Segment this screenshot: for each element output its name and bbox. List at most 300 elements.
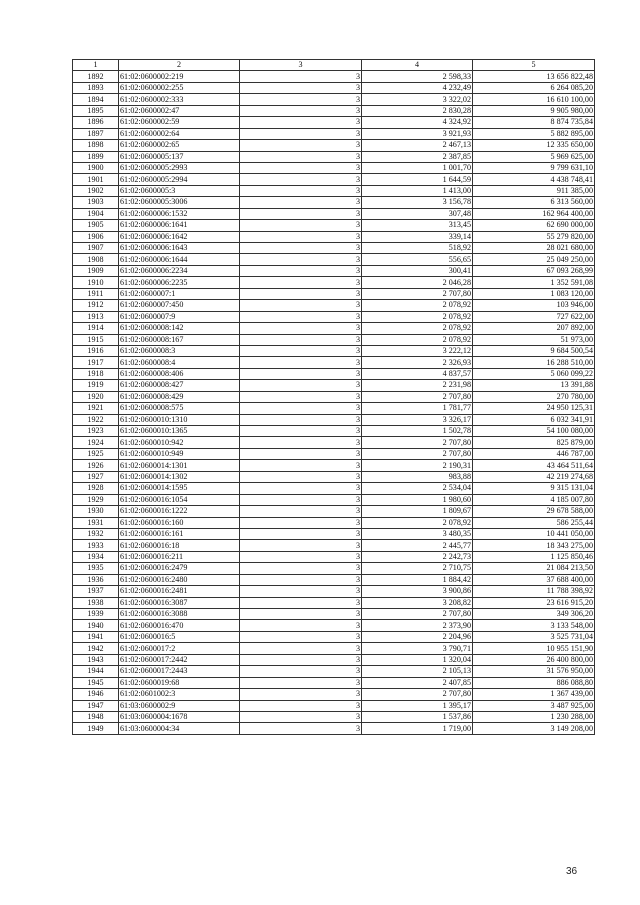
area-cell: 2 204,96 [362,631,473,642]
value-cell: 26 400 800,00 [473,654,595,665]
area-cell: 2 598,33 [362,71,473,82]
area-cell: 2 707,80 [362,689,473,700]
cadastral-number-cell: 61:02:0600010:949 [119,448,240,459]
cadastral-number-cell: 61:02:0600006:1532 [119,208,240,219]
value-cell: 3 149 208,00 [473,723,595,734]
table-row [73,288,595,299]
value-cell: 103 946,00 [473,300,595,311]
cadastral-number-cell: 61:02:0600002:65 [119,140,240,151]
cadastral-number-cell: 61:02:0600002:255 [119,82,240,93]
row-number-cell: 1938 [73,597,119,608]
area-cell: 2 242,73 [362,551,473,562]
area-cell: 1 719,00 [362,723,473,734]
area-cell: 1 320,04 [362,654,473,665]
category-cell: 3 [240,311,362,322]
value-cell: 3 487 925,00 [473,700,595,711]
area-cell: 2 830,28 [362,105,473,116]
row-number-cell: 1924 [73,437,119,448]
row-number-cell: 1894 [73,94,119,105]
category-cell: 3 [240,426,362,437]
cadastral-number-cell: 61:02:0600010:1310 [119,414,240,425]
area-cell: 2 707,80 [362,437,473,448]
value-cell: 23 616 915,20 [473,597,595,608]
table-row [73,300,595,311]
table-row [73,334,595,345]
category-cell: 3 [240,140,362,151]
row-number-cell: 1931 [73,517,119,528]
value-cell: 21 084 213,50 [473,563,595,574]
area-cell: 2 707,80 [362,391,473,402]
table-row [73,597,595,608]
row-number-cell: 1906 [73,231,119,242]
page-number: 36 [566,866,578,877]
cadastral-number-cell: 61:02:0600016:470 [119,620,240,631]
area-cell: 2 046,28 [362,277,473,288]
table-row [73,254,595,265]
area-cell: 2 231,98 [362,380,473,391]
row-number-cell: 1927 [73,471,119,482]
category-cell: 3 [240,128,362,139]
table-row [73,414,595,425]
area-cell: 2 190,31 [362,460,473,471]
value-cell: 42 219 274,68 [473,471,595,482]
table-row [73,311,595,322]
area-cell: 2 710,75 [362,563,473,574]
table-row [73,460,595,471]
area-cell: 3 326,17 [362,414,473,425]
row-number-cell: 1910 [73,277,119,288]
table-row [73,220,595,231]
value-cell: 12 335 650,00 [473,140,595,151]
category-cell: 3 [240,208,362,219]
area-cell: 518,92 [362,243,473,254]
table-row [73,666,595,677]
category-cell: 3 [240,162,362,173]
area-cell: 4 324,92 [362,117,473,128]
table-row [73,277,595,288]
category-cell: 3 [240,277,362,288]
category-cell: 3 [240,677,362,688]
category-cell: 3 [240,471,362,482]
table-row [73,82,595,93]
area-cell: 300,41 [362,265,473,276]
column-header: 5 [473,60,595,71]
area-cell: 4 837,57 [362,368,473,379]
table-row [73,94,595,105]
category-cell: 3 [240,654,362,665]
cadastral-number-cell: 61:02:0600016:161 [119,528,240,539]
table-row [73,437,595,448]
row-number-cell: 1923 [73,426,119,437]
row-number-cell: 1915 [73,334,119,345]
area-cell: 2 387,85 [362,151,473,162]
category-cell: 3 [240,586,362,597]
value-cell: 1 083 120,00 [473,288,595,299]
row-number-cell: 1934 [73,551,119,562]
area-cell: 2 078,92 [362,300,473,311]
cadastral-number-cell: 61:02:0600002:59 [119,117,240,128]
area-cell: 2 534,04 [362,483,473,494]
area-cell: 1 537,86 [362,711,473,722]
category-cell: 3 [240,357,362,368]
value-cell: 13 391,88 [473,380,595,391]
cadastral-number-cell: 61:02:0600008:427 [119,380,240,391]
value-cell: 9 799 631,10 [473,162,595,173]
value-cell: 18 343 275,00 [473,540,595,551]
area-cell: 2 078,92 [362,323,473,334]
table-row [73,643,595,654]
row-number-cell: 1941 [73,631,119,642]
row-number-cell: 1908 [73,254,119,265]
row-number-cell: 1925 [73,448,119,459]
row-number-cell: 1943 [73,654,119,665]
cadastral-number-cell: 61:02:0600017:2442 [119,654,240,665]
table-row [73,586,595,597]
cadastral-number-cell: 61:02:0600008:167 [119,334,240,345]
row-number-cell: 1944 [73,666,119,677]
row-number-cell: 1942 [73,643,119,654]
cadastral-number-cell: 61:02:0600008:3 [119,345,240,356]
row-number-cell: 1904 [73,208,119,219]
cadastral-value-table [72,59,595,735]
row-number-cell: 1919 [73,380,119,391]
value-cell: 3 525 731,04 [473,631,595,642]
table-row [73,711,595,722]
value-cell: 4 438 748,41 [473,174,595,185]
cadastral-number-cell: 61:02:0600005:137 [119,151,240,162]
area-cell: 2 326,93 [362,357,473,368]
value-cell: 5 969 625,00 [473,151,595,162]
row-number-cell: 1920 [73,391,119,402]
category-cell: 3 [240,414,362,425]
row-number-cell: 1900 [73,162,119,173]
row-number-cell: 1935 [73,563,119,574]
cadastral-number-cell: 61:02:0600016:1222 [119,506,240,517]
value-cell: 8 874 735,84 [473,117,595,128]
row-number-cell: 1946 [73,689,119,700]
cadastral-number-cell: 61:03:0600004:34 [119,723,240,734]
table-row [73,528,595,539]
value-cell: 727 622,00 [473,311,595,322]
area-cell: 1 781,77 [362,403,473,414]
row-number-cell: 1917 [73,357,119,368]
cadastral-number-cell: 61:02:0600016:1054 [119,494,240,505]
category-cell: 3 [240,368,362,379]
area-cell: 2 407,85 [362,677,473,688]
value-cell: 24 950 125,31 [473,403,595,414]
category-cell: 3 [240,117,362,128]
cadastral-number-cell: 61:02:0600002:47 [119,105,240,116]
value-cell: 207 892,00 [473,323,595,334]
value-cell: 911 385,00 [473,185,595,196]
table-row [73,620,595,631]
category-cell: 3 [240,220,362,231]
row-number-cell: 1901 [73,174,119,185]
area-cell: 2 445,77 [362,540,473,551]
category-cell: 3 [240,574,362,585]
table-row [73,357,595,368]
category-cell: 3 [240,437,362,448]
cadastral-number-cell: 61:02:0600007:1 [119,288,240,299]
cadastral-number-cell: 61:02:0600010:1365 [119,426,240,437]
cadastral-number-cell: 61:02:0600002:333 [119,94,240,105]
value-cell: 5 882 895,00 [473,128,595,139]
row-number-cell: 1936 [73,574,119,585]
area-cell: 4 232,49 [362,82,473,93]
value-cell: 270 780,00 [473,391,595,402]
category-cell: 3 [240,151,362,162]
table-row [73,71,595,82]
table-row [73,689,595,700]
row-number-cell: 1922 [73,414,119,425]
cadastral-number-cell: 61:02:0601002:3 [119,689,240,700]
value-cell: 31 576 950,00 [473,666,595,677]
area-cell: 2 078,92 [362,311,473,322]
row-number-cell: 1905 [73,220,119,231]
table-row [73,323,595,334]
category-cell: 3 [240,403,362,414]
value-cell: 6 313 560,00 [473,197,595,208]
cadastral-number-cell: 61:02:0600008:4 [119,357,240,368]
value-cell: 3 133 548,00 [473,620,595,631]
cadastral-number-cell: 61:02:0600005:2993 [119,162,240,173]
category-cell: 3 [240,323,362,334]
row-number-cell: 1921 [73,403,119,414]
category-cell: 3 [240,265,362,276]
area-cell: 2 467,13 [362,140,473,151]
value-cell: 162 964 400,00 [473,208,595,219]
row-number-cell: 1897 [73,128,119,139]
cadastral-number-cell: 61:02:0600016:211 [119,551,240,562]
category-cell: 3 [240,71,362,82]
category-cell: 3 [240,243,362,254]
value-cell: 54 100 080,00 [473,426,595,437]
table-row [73,208,595,219]
category-cell: 3 [240,391,362,402]
cadastral-number-cell: 61:02:0600019:68 [119,677,240,688]
table-row [73,368,595,379]
cadastral-number-cell: 61:02:0600017:2 [119,643,240,654]
cadastral-number-cell: 61:02:0600007:450 [119,300,240,311]
category-cell: 3 [240,506,362,517]
value-cell: 11 788 398,92 [473,586,595,597]
table-row [73,700,595,711]
table-row [73,403,595,414]
cadastral-number-cell: 61:03:0600002:9 [119,700,240,711]
cadastral-number-cell: 61:02:0600016:2480 [119,574,240,585]
row-number-cell: 1899 [73,151,119,162]
area-cell: 307,48 [362,208,473,219]
category-cell: 3 [240,631,362,642]
value-cell: 6 032 341,91 [473,414,595,425]
table-row [73,540,595,551]
category-cell: 3 [240,300,362,311]
category-cell: 3 [240,197,362,208]
area-cell: 2 105,13 [362,666,473,677]
table-row [73,494,595,505]
table-row [73,243,595,254]
row-number-cell: 1918 [73,368,119,379]
cadastral-number-cell: 61:02:0600008:429 [119,391,240,402]
category-cell: 3 [240,460,362,471]
category-cell: 3 [240,334,362,345]
category-cell: 3 [240,597,362,608]
value-cell: 9 684 500,54 [473,345,595,356]
table-header-row [73,60,595,71]
category-cell: 3 [240,185,362,196]
value-cell: 825 879,00 [473,437,595,448]
area-cell: 3 900,86 [362,586,473,597]
cadastral-number-cell: 61:02:0600006:2234 [119,265,240,276]
category-cell: 3 [240,94,362,105]
value-cell: 10 441 050,00 [473,528,595,539]
cadastral-number-cell: 61:02:0600016:3088 [119,609,240,620]
area-cell: 2 078,92 [362,517,473,528]
cadastral-number-cell: 61:02:0600005:3 [119,185,240,196]
area-cell: 2 707,80 [362,448,473,459]
row-number-cell: 1929 [73,494,119,505]
row-number-cell: 1893 [73,82,119,93]
value-cell: 9 905 980,00 [473,105,595,116]
cadastral-number-cell: 61:02:0600006:2235 [119,277,240,288]
table-row [73,140,595,151]
value-cell: 10 955 151,90 [473,643,595,654]
value-cell: 1 230 288,00 [473,711,595,722]
cadastral-number-cell: 61:02:0600014:1302 [119,471,240,482]
row-number-cell: 1948 [73,711,119,722]
category-cell: 3 [240,380,362,391]
category-cell: 3 [240,517,362,528]
cadastral-number-cell: 61:02:0600006:1642 [119,231,240,242]
cadastral-number-cell: 61:02:0600006:1641 [119,220,240,231]
table-row [73,117,595,128]
table-row [73,162,595,173]
cadastral-number-cell: 61:02:0600016:3087 [119,597,240,608]
cadastral-number-cell: 61:03:0600004:1678 [119,711,240,722]
cadastral-number-cell: 61:02:0600005:3006 [119,197,240,208]
table-row [73,231,595,242]
value-cell: 43 464 511,64 [473,460,595,471]
table-row [73,654,595,665]
cadastral-number-cell: 61:02:0600008:406 [119,368,240,379]
cadastral-number-cell: 61:02:0600016:2481 [119,586,240,597]
category-cell: 3 [240,723,362,734]
area-cell: 2 373,90 [362,620,473,631]
area-cell: 2 707,80 [362,609,473,620]
category-cell: 3 [240,540,362,551]
value-cell: 446 787,00 [473,448,595,459]
area-cell: 3 921,93 [362,128,473,139]
table-row [73,448,595,459]
row-number-cell: 1945 [73,677,119,688]
value-cell: 13 656 822,48 [473,71,595,82]
value-cell: 37 688 400,00 [473,574,595,585]
row-number-cell: 1932 [73,528,119,539]
cadastral-number-cell: 61:02:0600014:1595 [119,483,240,494]
area-cell: 3 222,12 [362,345,473,356]
area-cell: 3 790,71 [362,643,473,654]
row-number-cell: 1914 [73,323,119,334]
cadastral-number-cell: 61:02:0600016:18 [119,540,240,551]
table-row [73,471,595,482]
category-cell: 3 [240,711,362,722]
value-cell: 349 306,20 [473,609,595,620]
category-cell: 3 [240,666,362,677]
table-row [73,483,595,494]
table-row [73,631,595,642]
cadastral-number-cell: 61:02:0600016:2479 [119,563,240,574]
value-cell: 55 279 820,00 [473,231,595,242]
table-row [73,426,595,437]
value-cell: 28 021 680,00 [473,243,595,254]
row-number-cell: 1895 [73,105,119,116]
cadastral-number-cell: 61:02:0600017:2443 [119,666,240,677]
value-cell: 62 690 000,00 [473,220,595,231]
area-cell: 1 413,00 [362,185,473,196]
value-cell: 16 610 100,00 [473,94,595,105]
row-number-cell: 1928 [73,483,119,494]
value-cell: 1 125 850,46 [473,551,595,562]
table-row [73,174,595,185]
column-header: 2 [119,60,240,71]
row-number-cell: 1916 [73,345,119,356]
table-row [73,563,595,574]
value-cell: 67 093 268,99 [473,265,595,276]
area-cell: 1 001,70 [362,162,473,173]
value-cell: 6 264 085,20 [473,82,595,93]
table-row [73,185,595,196]
area-cell: 3 208,82 [362,597,473,608]
cadastral-number-cell: 61:02:0600006:1643 [119,243,240,254]
area-cell: 1 884,42 [362,574,473,585]
cadastral-number-cell: 61:02:0600008:575 [119,403,240,414]
area-cell: 983,88 [362,471,473,482]
table-row [73,151,595,162]
table-row [73,506,595,517]
table-row [73,197,595,208]
cadastral-number-cell: 61:02:0600014:1301 [119,460,240,471]
row-number-cell: 1902 [73,185,119,196]
table-row [73,677,595,688]
value-cell: 886 088,80 [473,677,595,688]
table-row [73,265,595,276]
cadastral-number-cell: 61:02:0600016:160 [119,517,240,528]
row-number-cell: 1892 [73,71,119,82]
row-number-cell: 1903 [73,197,119,208]
value-cell: 25 049 250,00 [473,254,595,265]
row-number-cell: 1912 [73,300,119,311]
category-cell: 3 [240,82,362,93]
category-cell: 3 [240,551,362,562]
value-cell: 586 255,44 [473,517,595,528]
row-number-cell: 1937 [73,586,119,597]
category-cell: 3 [240,448,362,459]
value-cell: 4 185 007,80 [473,494,595,505]
row-number-cell: 1947 [73,700,119,711]
row-number-cell: 1911 [73,288,119,299]
row-number-cell: 1933 [73,540,119,551]
category-cell: 3 [240,494,362,505]
cadastral-number-cell: 61:02:0600007:9 [119,311,240,322]
table-row [73,517,595,528]
row-number-cell: 1909 [73,265,119,276]
area-cell: 1 395,17 [362,700,473,711]
area-cell: 2 078,92 [362,334,473,345]
row-number-cell: 1930 [73,506,119,517]
cadastral-number-cell: 61:02:0600002:219 [119,71,240,82]
column-header: 4 [362,60,473,71]
row-number-cell: 1940 [73,620,119,631]
